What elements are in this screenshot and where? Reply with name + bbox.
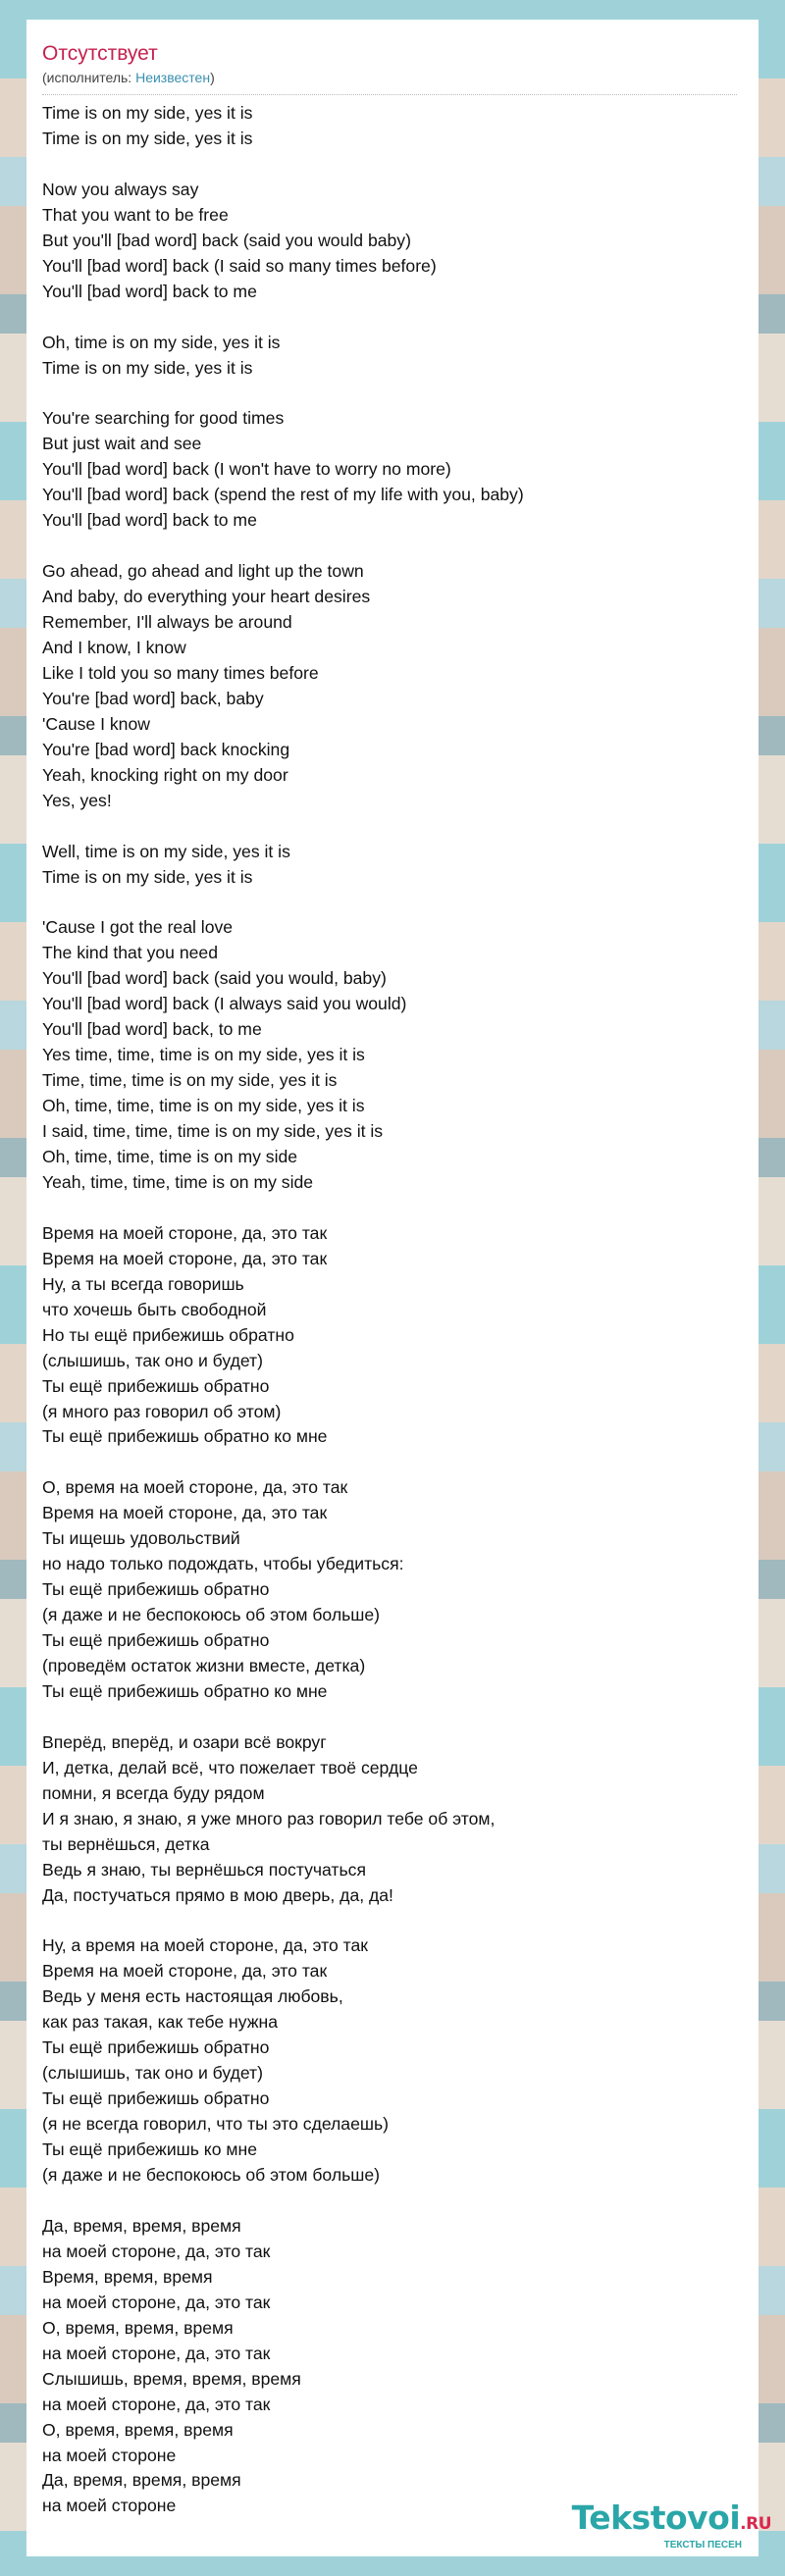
lyrics-stanza	[42, 1221, 737, 1451]
lyrics-line: Вперёд, вперёд, и озари всё вокруг	[42, 1731, 327, 1752]
lyrics-line: Ведь я знаю, ты вернёшься постучаться	[42, 1859, 366, 1880]
logo-tld: .RU	[740, 2514, 771, 2534]
lyrics-stanza	[42, 559, 737, 814]
lyrics-line: как раз такая, как тебе нужна	[42, 2012, 279, 2033]
lyrics-line: You'll [bad word] back (spend the rest of my life with you, baby)	[42, 485, 524, 505]
lyrics-line: (слышишь, так оно и будет)	[42, 2063, 263, 2084]
lyrics-line: Oh, time, time, time is on my side, yes it is	[42, 1096, 365, 1116]
lyrics-line: But you'll [bad word] back (said you would baby)	[42, 230, 411, 250]
lyrics-line: You'll [bad word] back to me	[42, 510, 257, 531]
lyrics-text	[42, 101, 737, 2519]
site-logo[interactable]	[572, 2501, 771, 2550]
lyrics-line: Да, время, время, время	[42, 2215, 241, 2236]
lyrics-stanza	[42, 840, 737, 891]
lyrics-line: I said, time, time, time is on my side, yes it is	[42, 1121, 384, 1142]
lyrics-line: Да, постучаться прямо в мою дверь, да, да!	[42, 1884, 393, 1905]
lyrics-line: но надо только подождать, чтобы убедиться:	[42, 1554, 404, 1574]
lyrics-line: Время, время, время	[42, 2266, 213, 2287]
lyrics-line: Time is on my side, yes it is	[42, 103, 253, 123]
lyrics-line: Well, time is on my side, yes it is	[42, 841, 290, 861]
lyrics-line: Go ahead, go ahead and light up the town	[42, 561, 364, 582]
logo-name: Tekstovoi	[571, 2499, 741, 2537]
lyrics-line: (слышишь, так оно и будет)	[42, 1350, 263, 1370]
lyrics-line: Ты ещё прибежишь обратно	[42, 2037, 270, 2058]
lyrics-line: You'll [bad word] back (I always said you would)	[42, 994, 407, 1014]
lyrics-stanza	[42, 101, 737, 152]
lyrics-line: что хочешь быть свободной	[42, 1299, 267, 1319]
lyrics-stanza	[42, 1475, 737, 1705]
lyrics-line: помни, я всегда буду рядом	[42, 1782, 265, 1803]
lyrics-line: Ты ещё прибежишь обратно	[42, 1579, 270, 1600]
lyrics-stanza	[42, 406, 737, 534]
lyrics-line: 'Cause I got the real love	[42, 917, 234, 938]
lyrics-line: Время на моей стороне, да, это так	[42, 1961, 328, 1982]
lyrics-line: Ты ещё прибежишь обратно ко мне	[42, 1680, 328, 1701]
lyrics-line: Oh, time, time, time is on my side	[42, 1146, 298, 1166]
lyrics-line: Yeah, time, time, time is on my side	[42, 1171, 314, 1192]
lyrics-line: Yes time, time, time is on my side, yes it is	[42, 1045, 365, 1065]
lyrics-line: You're searching for good times	[42, 408, 285, 429]
logo-wordmark	[572, 2501, 771, 2541]
lyrics-line: Ты ещё прибежишь обратно	[42, 1630, 270, 1651]
lyrics-line: Время на моей стороне, да, это так	[42, 1248, 328, 1268]
lyrics-line: И, детка, делай всё, что пожелает твоё сердце	[42, 1757, 418, 1777]
lyrics-line: Время на моей стороне, да, это так	[42, 1222, 328, 1243]
lyrics-line: на моей стороне, да, это так	[42, 2241, 271, 2261]
lyrics-line: Oh, time is on my side, yes it is	[42, 332, 281, 352]
lyrics-line: You'll [bad word] back to me	[42, 281, 257, 301]
lyrics-line: But just wait and see	[42, 434, 202, 454]
lyrics-line: (я много раз говорил об этом)	[42, 1401, 282, 1421]
lyrics-line: Но ты ещё прибежишь обратно	[42, 1324, 294, 1345]
lyrics-line: You're [bad word] back knocking	[42, 739, 290, 759]
lyrics-line: Ты ещё прибежишь обратно ко мне	[42, 1426, 328, 1447]
lyrics-line: (я не всегда говорил, что ты это сделаешь)	[42, 2114, 390, 2135]
lyrics-line: О, время на моей стороне, да, это так	[42, 1477, 348, 1498]
artist-prefix: (исполнитель:	[42, 70, 136, 85]
song-title: Отсутствует	[42, 42, 158, 65]
lyrics-line: (я даже и не беспокоюсь об этом больше)	[42, 2165, 381, 2186]
lyrics-line: на моей стороне, да, это так	[42, 2292, 271, 2312]
lyrics-line: Remember, I'll always be around	[42, 612, 292, 632]
lyrics-line: You'll [bad word] back (I won't have to worry no more)	[42, 459, 451, 480]
lyrics-line: You're [bad word] back, baby	[42, 688, 264, 708]
lyrics-line: Слышишь, время, время, время	[42, 2368, 301, 2389]
lyrics-line: на моей стороне, да, это так	[42, 2394, 271, 2414]
lyrics-line: Yeah, knocking right on my door	[42, 764, 288, 785]
artist-line	[42, 69, 737, 86]
lyrics-line: (проведём остаток жизни вместе, детка)	[42, 1656, 366, 1676]
lyrics-line: ты вернёшься, детка	[42, 1833, 210, 1854]
lyrics-stanza	[42, 1730, 737, 1909]
lyrics-line: You'll [bad word] back, to me	[42, 1019, 262, 1040]
lyrics-line: The kind that you need	[42, 943, 218, 963]
lyrics-line: And baby, do everything your heart desires	[42, 587, 371, 607]
lyrics-stanza	[42, 2214, 737, 2519]
lyrics-card	[26, 20, 759, 2556]
lyrics-line: You'll [bad word] back (said you would, baby)	[42, 968, 387, 989]
lyrics-line: Ты ещё прибежишь ко мне	[42, 2139, 257, 2160]
lyrics-line: И я знаю, я знаю, я уже много раз говорил тебе об этом,	[42, 1808, 496, 1829]
lyrics-line: 'Cause I know	[42, 713, 150, 734]
lyrics-line: Yes, yes!	[42, 790, 112, 810]
lyrics-line: (я даже и не беспокоюсь об этом больше)	[42, 1605, 381, 1625]
lyrics-line: Да, время, время, время	[42, 2470, 241, 2491]
lyrics-line: Ты ещё прибежишь обратно	[42, 1375, 270, 1396]
lyrics-line: Time is on my side, yes it is	[42, 357, 253, 378]
lyrics-stanza	[42, 178, 737, 305]
artist-suffix: )	[210, 70, 215, 85]
lyrics-line: Ты ищешь удовольствий	[42, 1528, 240, 1549]
lyrics-line: на моей стороне, да, это так	[42, 2343, 271, 2363]
lyrics-line: Now you always say	[42, 179, 199, 199]
lyrics-line: You'll [bad word] back (I said so many times before)	[42, 255, 437, 276]
title-divider	[42, 94, 737, 95]
lyrics-line: на моей стороне	[42, 2496, 177, 2516]
logo-tagline: ТЕКСТЫ ПЕСЕН	[663, 2540, 742, 2550]
lyrics-line: Time is on my side, yes it is	[42, 866, 253, 887]
lyrics-line: Time, time, time is on my side, yes it is	[42, 1070, 338, 1091]
lyrics-line: Ты ещё прибежишь обратно	[42, 2088, 270, 2109]
lyrics-line: О, время, время, время	[42, 2317, 234, 2338]
lyrics-line: That you want to be free	[42, 204, 229, 225]
lyrics-stanza	[42, 915, 737, 1195]
lyrics-line: Ну, а время на моей стороне, да, это так	[42, 1935, 368, 1956]
lyrics-line: Ведь у меня есть настоящая любовь,	[42, 1986, 343, 2007]
lyrics-line: Like I told you so many times before	[42, 662, 319, 683]
lyrics-line: Ну, а ты всегда говоришь	[42, 1273, 244, 1294]
lyrics-line: Time is on my side, yes it is	[42, 128, 253, 148]
lyrics-stanza	[42, 1933, 737, 2189]
lyrics-stanza	[42, 331, 737, 382]
artist-link[interactable]: Неизвестен	[135, 70, 211, 85]
lyrics-line: на моей стороне	[42, 2445, 177, 2465]
lyrics-line: And I know, I know	[42, 637, 186, 657]
lyrics-line: О, время, время, время	[42, 2419, 234, 2440]
lyrics-line: Время на моей стороне, да, это так	[42, 1503, 328, 1523]
